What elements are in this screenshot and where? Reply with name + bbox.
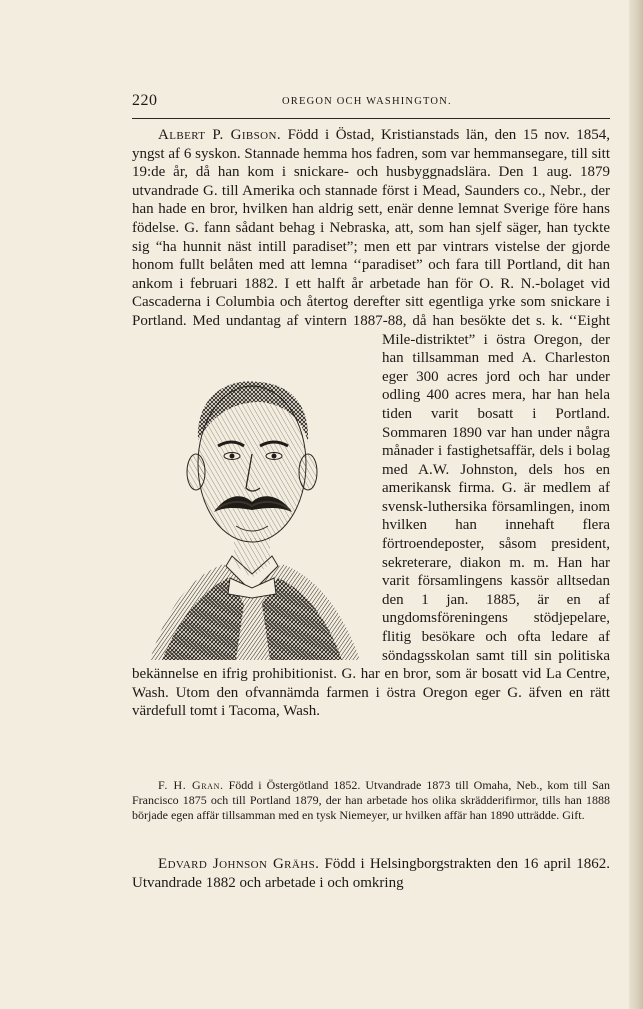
page-edge (629, 0, 643, 1009)
portrait-engraving (132, 342, 372, 662)
header-rule (132, 118, 610, 119)
entry-name-gibson: Albert P. Gibson. (158, 127, 281, 143)
entry-text-gran: Född i Östergötland 1852. Utvandrade 1873 till Omaha, Neb., kom till San Francisco 1875 och till Portland 1879, der han arbetade hos olika skrädderifirmor, tills han 1888 började egen affär tillsamman med en tysk Niemeyer, ur hvilken affär han 1890 utträdde. Gift. (132, 778, 611, 822)
biography-gibson (132, 126, 610, 721)
entry-name-grahs: Edvard Johnson Grähs. (158, 856, 320, 872)
entry-name-gran: F. H. Gran. (158, 778, 224, 792)
page-number: 220 (132, 92, 158, 109)
running-title: OREGON OCH WASHINGTON. (282, 96, 452, 107)
entry-text-gibson: Född i Östad, Kristianstads län, den 15 nov. 1854, yngst af 6 syskon. Stannade hemma hos fadren, som var hemmansegare, till sitt 19:de år, då han kom i snickare- och husbyggnadslära. Den 1 aug. 1879 utvandrade G. till Amerika och stannade först i Mead, Saunders co., Nebr., der han hade en bror, hvilken han aldrig sett, enär denne lemnat Sverige före hans födelse. G. fann sådant behag i Nebraska, att, som han sjelf säger, han tyckte sig “ha hunnit näst intill paradiset”; men ett par vintrars vistelse der gjorde honom fullt belåten med att lemna ‘‘paradiset” och fara till Portland, dit han ankom i februari 1882. I ett halft år arbetade han för O. R. N.-bolaget vid Cascaderna i Columbia och återtog derefter sitt egentliga yrke som snickare i Portland. Med undantag af vintern 1887-88, då han besökte det s. k. ‘‘Eight Mile-distriktet” i östra Oregon, der han tillsamman med A. Charleston eger 300 acres jord och har under odling 400 acres mera, har han hela tiden varit bosatt i Portland. Sommaren 1890 var han under några månader i fastighetsaffär, dels i bolag med A.W. Johnston, dels hos en amerikansk firma. G. är medlem af svensk-luthersika församlingen, inom hvilken han innehaft flera förtroendeposter, såsom president, sekreterare, diakon m. m. Han har varit församlingens kassör alltsedan den 1 jan. 1885, är en af ungdomsföreningens stödjepelare, flitig besökare och ofta ledare af söndagsskolan samt till sin politiska bekännelse en ifrig prohibitionist. G. har en bror, som är bosatt vid La Centre, Wash. Utom den ofvannämda farmen i östra Oregon eger G. äfven en rätt värdefull tomt i Tacoma, Wash. (132, 127, 611, 720)
entry-gran (132, 778, 610, 823)
page-header (132, 92, 610, 112)
entry-text-grahs: Född i Helsingborgstrakten den 16 april 1862. Utvandrade 1882 och arbetade i och omkring (132, 856, 611, 891)
biography-grahs (132, 855, 610, 892)
